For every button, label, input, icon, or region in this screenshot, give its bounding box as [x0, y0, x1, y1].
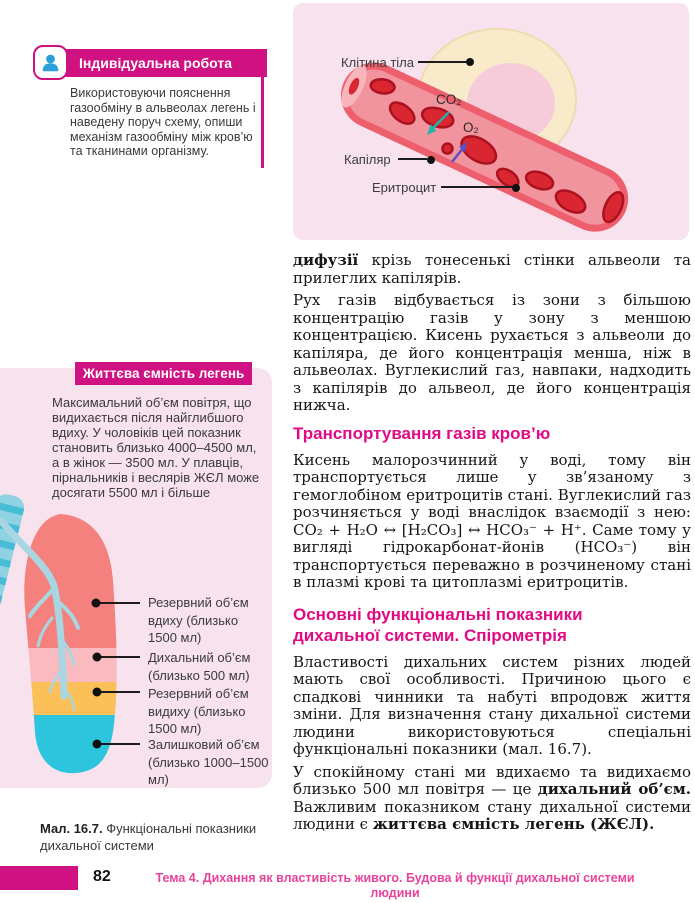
label-co2: CO₂ [436, 92, 462, 107]
figure-caption [40, 820, 292, 854]
caption-text: Функціональні показники дихальної системи [40, 821, 257, 853]
bold-term-diffusion: дифузії [293, 251, 359, 269]
page-number: 82 [93, 868, 111, 885]
lung-label-4: Залишковий об’єм (близько 1000–1500 мл) [148, 737, 269, 787]
person-icon [33, 45, 68, 80]
paragraph-properties: Властивості дихальних систем різних людей мають свої особливості. Причиною цього є спадкові чинники та набуті впродовж життя зміни. Для визначення стану дихальної системи людини використовуються спеціальні функціональні показники (мал. 16.7). [293, 652, 691, 758]
footer-accent-bar [0, 866, 78, 890]
person-icon-glyph [40, 52, 61, 73]
bold-term-tidal-volume: дихальний об’єм. [537, 780, 691, 798]
main-column [293, 252, 691, 839]
paragraph-volumes [293, 764, 691, 834]
lung-label-3: Резервний об’єм видиху (близько 1500 мл) [148, 686, 249, 736]
vital-capacity-title: Життєва ємність легень [75, 362, 252, 385]
vital-capacity-text: Максимальний об’єм повітря, що видихається після найглибшого вдиху. У чоловіків цей показник становить близько 4000–4500 мл, а в жінок — 3500 мл. У плавців, пірнальників і веслярів ЖЄЛ може досягати 5500 мл і більше [52, 395, 260, 500]
lung-label-1: Резервний об’єм вдиху (близько 1500 мл) [148, 595, 249, 645]
paragraph-volumes-text2: Важливим показником стану дихальної системи людини є [293, 797, 691, 833]
footer-topic: Тема 4. Дихання як властивість живого. Будова й функції дихальної системи людини [155, 871, 635, 900]
paragraph-diffusion [293, 252, 691, 287]
paragraph-gas-movement: Рух газів відбувається із зони з більшою концентрацію газів у зону з меншою концентрацією. Кисень рухається з альвеоли до капіляра, де його концентрація менша, ніж в альвеолах. Вуглекислий газ, навпаки, надходить з капілярів до альвеол, де його концентрація нижча. [293, 291, 691, 414]
label-capillary: Капіляр [344, 152, 391, 167]
label-cell: Клітина тіла [341, 55, 414, 70]
bold-term-vital-capacity: життєва ємність легень (ЖЄЛ). [372, 815, 655, 833]
section-heading-transport: Транспортування газів кров’ю [293, 423, 551, 443]
paragraph-transport: Кисень малорозчинний у воді, тому він транспортується лише у зв’язаному з гемоглобіном еритроцитів стані. Вуглекислий газ розчиняється у воді внаслідок взаємодії з нею: CO₂ + H₂O ↔ [H₂CO₃] ↔ HCO₃⁻ + H⁺. Саме тому у вигляді гідрокарбонат-йонів (HCO₃⁻) він транспортується переважно в розчиненому стані в плазмі крові та цитоплазмі еритроцитів. [293, 450, 691, 591]
section-heading-indicators-line1: Основні функціональні показники [293, 604, 583, 624]
caption-number: Мал. 16.7. [40, 821, 103, 836]
label-o2: O₂ [463, 120, 479, 135]
paragraph-volumes-text1: У спокійному стані ми вдихаємо та видихаємо близько 500 мл повітря — це [293, 762, 691, 798]
section-heading-indicators-line2: дихальної системи. Спірометрія [293, 625, 567, 645]
cell-diagram [0, 0, 695, 245]
paragraph-diffusion-text: крізь тонесенькі стінки альвеоли та прилеглих капілярів. [293, 251, 691, 287]
section-heading-indicators [293, 604, 691, 646]
trachea-shape [0, 492, 27, 616]
individual-work-title: Індивідуальна робота [63, 49, 267, 77]
label-erythrocyte: Еритроцит [372, 180, 437, 195]
lung-label-2: Дихальний об’єм (близько 500 мл) [148, 650, 251, 683]
individual-work-text: Використовуючи пояснення газообміну в альвеолах легень і наведену поруч схему, опиши механізм газообміну між кров’ю та тканинами організму. [70, 86, 256, 159]
